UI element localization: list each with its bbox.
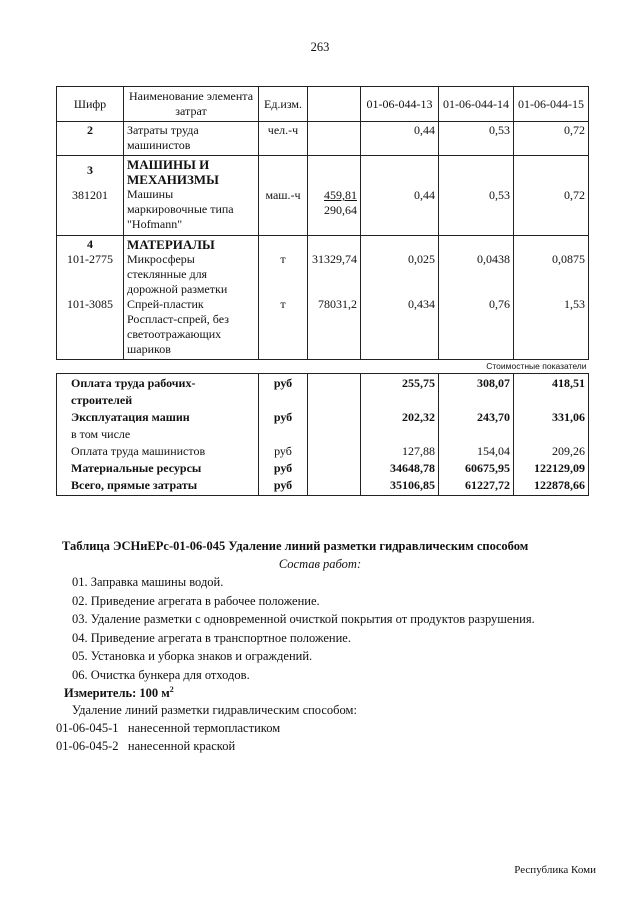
row-value-14: 0,53 bbox=[439, 122, 514, 156]
row-price bbox=[308, 122, 361, 156]
table-row bbox=[57, 236, 589, 360]
total-3-v14: 154,04 bbox=[477, 444, 510, 458]
code-text: нанесенной краской bbox=[127, 739, 236, 753]
intro-text: Удаление линий разметки гидравлическим способом: bbox=[72, 703, 357, 717]
totals-col-13 bbox=[361, 374, 439, 496]
totals-row bbox=[57, 374, 589, 496]
total-5-v14: 61227,72 bbox=[465, 478, 510, 492]
machine-v15: 0,72 bbox=[564, 188, 585, 202]
total-unit-5: руб bbox=[273, 478, 293, 492]
total-5-v13: 35106,85 bbox=[390, 478, 435, 492]
code-number: 01-06-045-1 bbox=[56, 721, 119, 735]
total-4-v14: 60675,95 bbox=[465, 461, 510, 475]
measure-label: Измеритель: 100 м bbox=[64, 686, 170, 701]
machine-unit: маш.-ч bbox=[265, 188, 301, 202]
total-unit-4: руб bbox=[273, 461, 293, 475]
machine-code: 381201 bbox=[72, 188, 108, 202]
total-1-v15: 331,06 bbox=[552, 410, 585, 424]
material-name-1: Микросферы стеклянные для дорожной разметки bbox=[127, 252, 228, 296]
machine-name: Машины маркировочные типа "Hofmann" bbox=[127, 187, 234, 231]
total-0-v13: 255,75 bbox=[402, 376, 435, 390]
header-unit: Ед.изм. bbox=[259, 87, 308, 122]
row-value-13 bbox=[361, 156, 439, 236]
header-col-14: 01-06-044-14 bbox=[439, 87, 514, 122]
totals-units bbox=[259, 374, 308, 496]
section-title: МАТЕРИАЛЫ bbox=[127, 237, 215, 252]
measure-superscript: 2 bbox=[169, 685, 174, 694]
totals-names bbox=[57, 374, 259, 496]
header-price bbox=[308, 87, 361, 122]
work-step: 05. Установка и уборка знаков и ограждений. bbox=[72, 649, 313, 663]
cost-caption-row bbox=[57, 360, 589, 374]
table-row bbox=[57, 122, 589, 156]
estimate-table bbox=[56, 86, 589, 496]
material-1-v13: 0,025 bbox=[408, 252, 435, 266]
total-5-v15: 122878,66 bbox=[534, 478, 585, 492]
row-value-14 bbox=[439, 236, 514, 360]
material-price-2: 78031,2 bbox=[318, 297, 357, 311]
row-value-15: 0,72 bbox=[514, 122, 589, 156]
section-number: 4 bbox=[87, 237, 93, 251]
total-name-4: Материальные ресурсы bbox=[71, 461, 202, 475]
machine-price-bottom: 290,64 bbox=[324, 203, 357, 217]
total-0-v14: 308,07 bbox=[477, 376, 510, 390]
total-unit-3: руб bbox=[274, 444, 292, 458]
total-name-1: Эксплуатация машин bbox=[71, 410, 190, 424]
total-unit-1: руб bbox=[273, 410, 293, 424]
total-name-3: Оплата труда машинистов bbox=[71, 444, 206, 458]
row-code bbox=[57, 156, 124, 236]
material-1-v14: 0,0438 bbox=[477, 252, 510, 266]
row-unit bbox=[259, 236, 308, 360]
measure-unit bbox=[64, 685, 174, 701]
section-title: Таблица ЭСНиЕРс-01-06-045 Удаление линий разметки гидравлическим способом bbox=[62, 539, 529, 553]
table-row bbox=[57, 156, 589, 236]
work-step: 02. Приведение агрегата в рабочее положение. bbox=[72, 594, 320, 608]
page-number: 263 bbox=[310, 40, 330, 54]
code-line bbox=[56, 739, 235, 754]
machine-v14: 0,53 bbox=[489, 188, 510, 202]
totals-col-14 bbox=[439, 374, 514, 496]
row-value-13: 0,44 bbox=[361, 122, 439, 156]
material-code-1: 101-2775 bbox=[67, 252, 113, 266]
total-0-v15: 418,51 bbox=[552, 376, 585, 390]
material-name-2: Спрей-пластик Роспласт-спрей, без светоотражающих шариков bbox=[127, 297, 229, 356]
work-step: 04. Приведение агрегата в транспортное положение. bbox=[72, 631, 351, 645]
section-number: 3 bbox=[87, 163, 93, 177]
row-price bbox=[308, 236, 361, 360]
totals-empty bbox=[308, 374, 361, 496]
row-price bbox=[308, 156, 361, 236]
total-4-v15: 122129,09 bbox=[534, 461, 585, 475]
row-value-14 bbox=[439, 156, 514, 236]
total-4-v13: 34648,78 bbox=[390, 461, 435, 475]
total-unit-0: руб bbox=[273, 376, 293, 390]
table-header-row bbox=[57, 87, 589, 122]
total-name-0: Оплата труда рабочих-строителей bbox=[71, 376, 196, 407]
header-col-13: 01-06-044-13 bbox=[361, 87, 439, 122]
row-unit: чел.-ч bbox=[259, 122, 308, 156]
totals-col-15 bbox=[514, 374, 589, 496]
material-1-v15: 0,0875 bbox=[552, 252, 585, 266]
material-2-v13: 0,434 bbox=[408, 297, 435, 311]
material-2-v14: 0,76 bbox=[489, 297, 510, 311]
row-unit bbox=[259, 156, 308, 236]
header-col-15: 01-06-044-15 bbox=[514, 87, 589, 122]
row-name bbox=[124, 236, 259, 360]
section-subtitle: Состав работ: bbox=[278, 557, 362, 571]
code-line bbox=[56, 721, 280, 736]
row-value-13 bbox=[361, 236, 439, 360]
total-3-v15: 209,26 bbox=[552, 444, 585, 458]
header-name: Наименование элемента затрат bbox=[124, 87, 259, 122]
material-price-1: 31329,74 bbox=[312, 252, 357, 266]
row-name: Затраты труда машинистов bbox=[124, 122, 259, 156]
row-name bbox=[124, 156, 259, 236]
work-step: 01. Заправка машины водой. bbox=[72, 575, 224, 589]
material-code-2: 101-3085 bbox=[67, 297, 113, 311]
total-1-v13: 202,32 bbox=[402, 410, 435, 424]
work-step: 06. Очистка бункера для отходов. bbox=[72, 668, 250, 682]
header-code: Шифр bbox=[57, 87, 124, 122]
total-3-v13: 127,88 bbox=[402, 444, 435, 458]
row-value-15 bbox=[514, 156, 589, 236]
code-text: нанесенной термопластиком bbox=[127, 721, 281, 735]
footer-region: Республика Коми bbox=[514, 864, 596, 876]
row-code: 2 bbox=[57, 122, 124, 156]
machine-v13: 0,44 bbox=[414, 188, 435, 202]
row-value-15 bbox=[514, 236, 589, 360]
total-name-5: Всего, прямые затраты bbox=[71, 478, 198, 492]
material-unit-2: т bbox=[280, 297, 286, 311]
total-1-v14: 243,70 bbox=[477, 410, 510, 424]
row-code bbox=[57, 236, 124, 360]
material-2-v15: 1,53 bbox=[564, 297, 585, 311]
code-number: 01-06-045-2 bbox=[56, 739, 119, 753]
total-name-2: в том числе bbox=[71, 427, 131, 441]
section-title: МАШИНЫ И МЕХАНИЗМЫ bbox=[127, 157, 219, 187]
machine-price-top: 459,81 bbox=[324, 188, 357, 202]
cost-caption: Стоимостные показатели bbox=[57, 360, 589, 374]
work-step: 03. Удаление разметки с одновременной очисткой покрытия от продуктов разрушения. bbox=[72, 612, 535, 626]
material-unit-1: т bbox=[280, 252, 286, 266]
